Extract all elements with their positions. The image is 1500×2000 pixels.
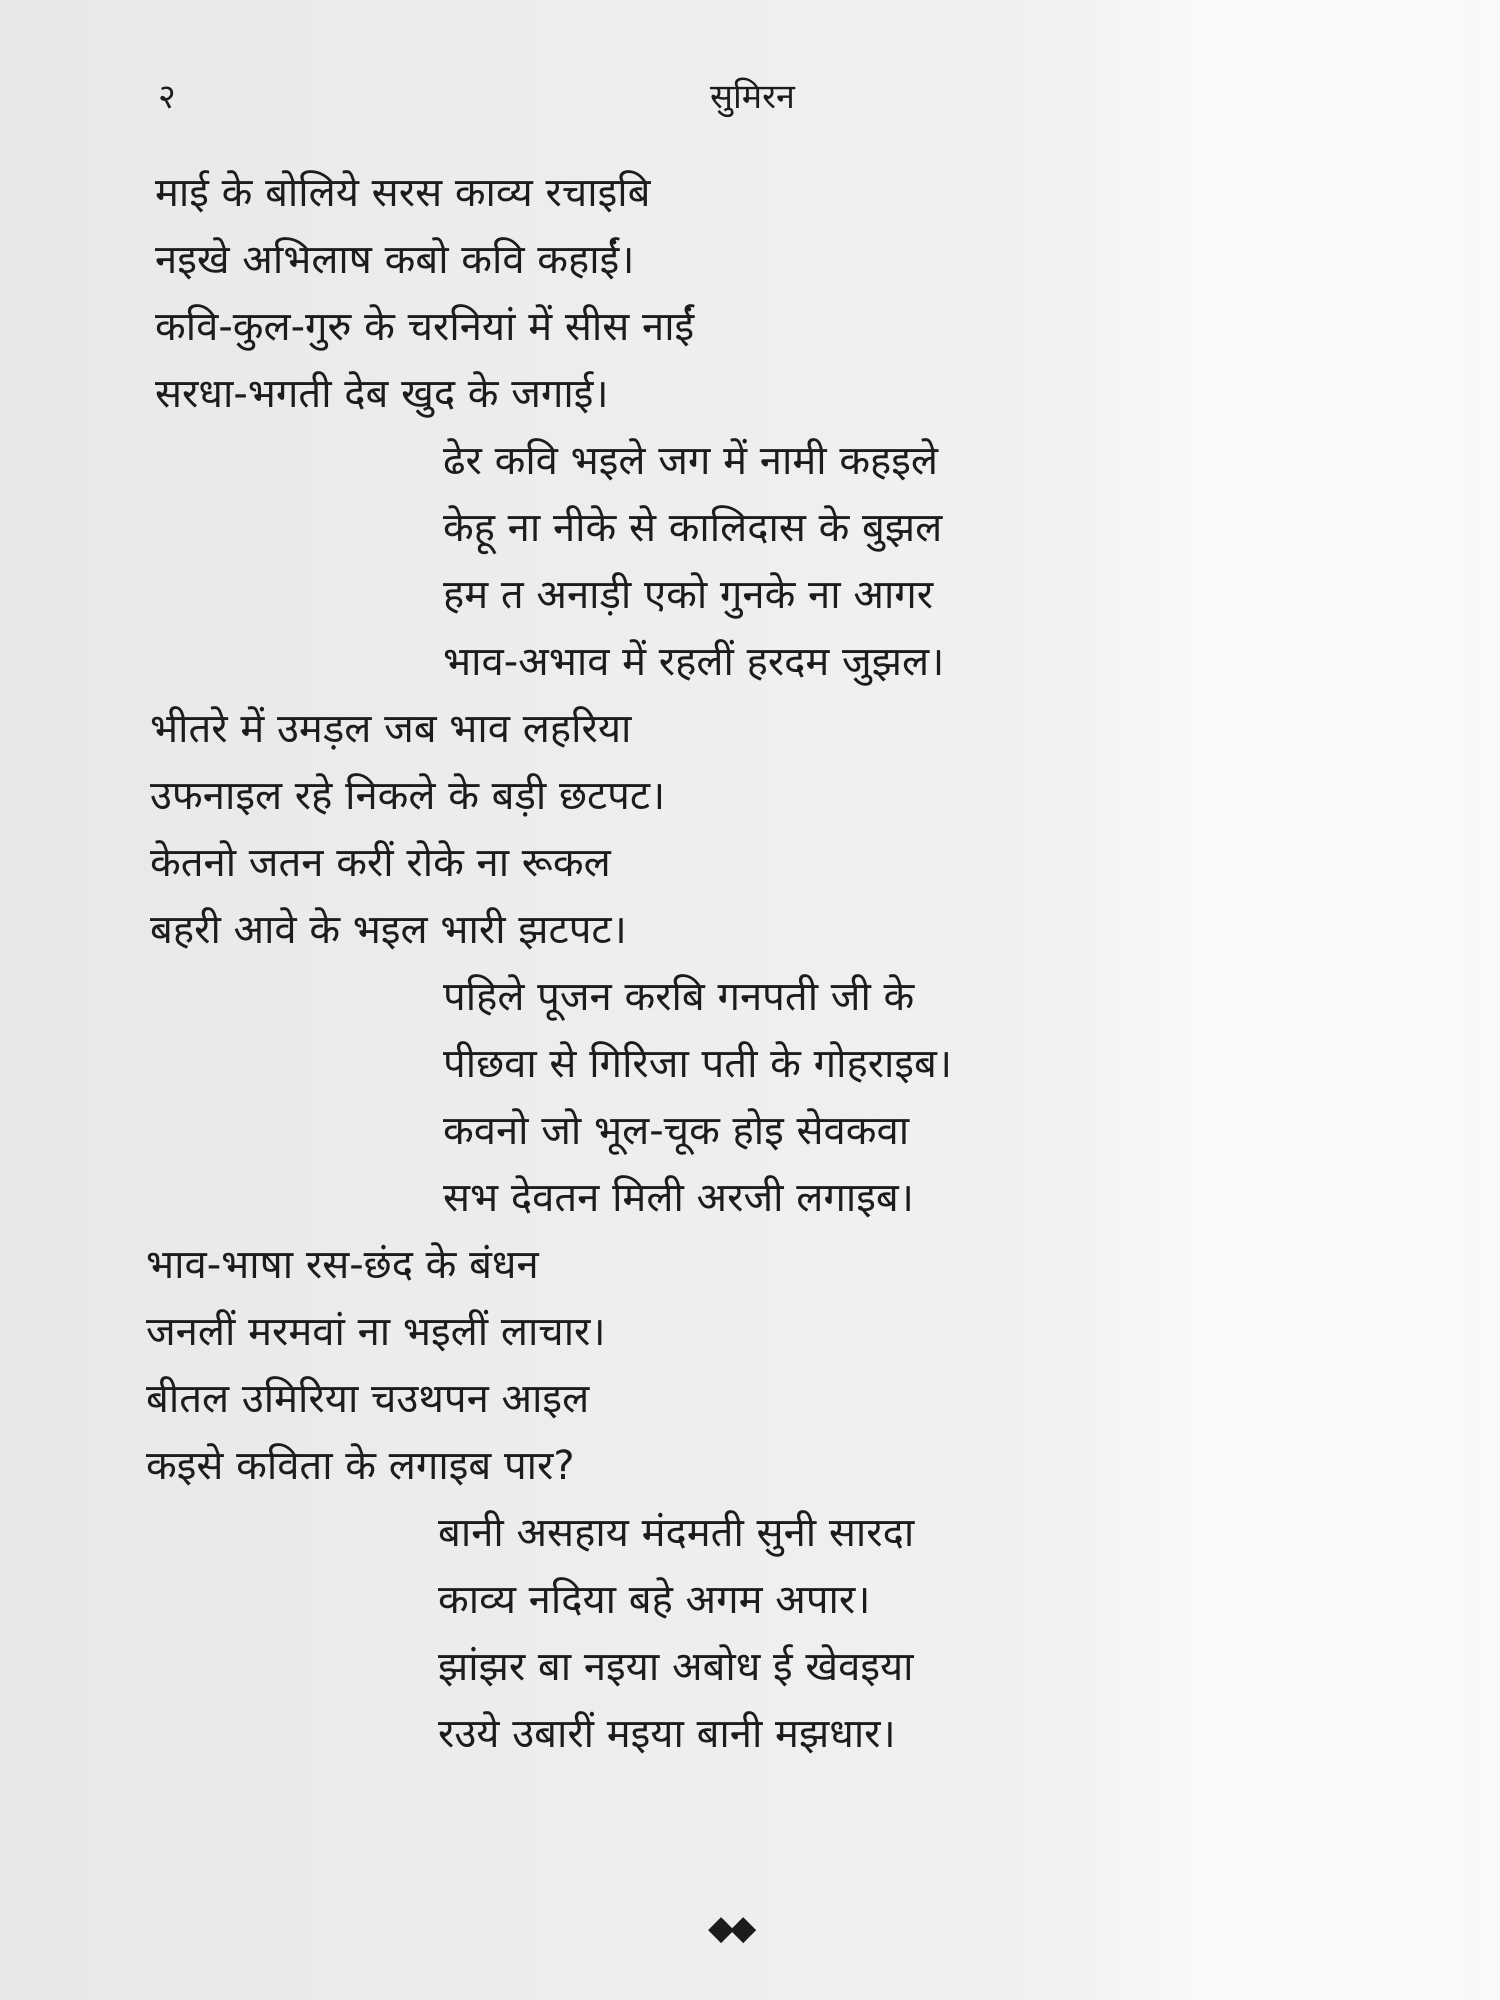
end-ornament: ◆◆ <box>708 1908 753 1948</box>
poem-line: उफनाइल रहे निकले के बड़ी छटपट। <box>150 773 666 819</box>
running-title: सुमिरन <box>710 77 795 117</box>
stanza <box>0 964 1500 1232</box>
poem-line: भीतरे में उमड़ल जब भाव लहरिया <box>150 706 632 752</box>
stanza <box>0 1232 1500 1500</box>
poem-line: काव्य नदिया बहे अगम अपार। <box>438 1577 871 1623</box>
poem-line: केहू ना नीके से कालिदास के बुझल <box>443 505 943 551</box>
stanza <box>0 428 1500 696</box>
poem-line: माई के बोलिये सरस काव्य रचाइबि <box>155 170 651 216</box>
page-number: २ <box>158 77 176 117</box>
page-header <box>0 72 1500 122</box>
poem-line: कवि-कुल-गुरु के चरनियां में सीस नाईं <box>155 304 695 350</box>
poem-line: केतनो जतन करीं रोके ना रूकल <box>150 840 611 886</box>
poem-line: ढेर कवि भइले जग में नामी कहइले <box>443 438 939 484</box>
poem-line: बानी असहाय मंदमती सुनी सारदा <box>438 1510 915 1556</box>
poem-line: सभ देवतन मिली अरजी लगाइब। <box>443 1175 914 1221</box>
poem-line: बहरी आवे के भइल भारी झटपट। <box>150 907 627 953</box>
stanza <box>0 1500 1500 1768</box>
poem-line: नइखे अभिलाष कबो कवि कहाईं। <box>155 237 635 283</box>
poem-line: भाव-अभाव में रहलीं हरदम जुझल। <box>443 639 945 685</box>
poem-line: बीतल उमिरिया चउथपन आइल <box>146 1376 590 1422</box>
stanza <box>0 160 1500 428</box>
poem-line: पीछवा से गिरिजा पती के गोहराइब। <box>443 1041 953 1087</box>
poem-line: कवनो जो भूल-चूक होइ सेवकवा <box>443 1108 910 1154</box>
poem-line: जनलीं मरमवां ना भइलीं लाचार। <box>146 1309 606 1355</box>
poem-line: रउये उबारीं मइया बानी मझधार। <box>438 1711 896 1757</box>
poem-line: कइसे कविता के लगाइब पार? <box>146 1443 575 1489</box>
stanza <box>0 696 1500 964</box>
poem-line: सरधा-भगती देब खुद के जगाई। <box>155 371 609 417</box>
poem-line: पहिले पूजन करबि गनपती जी के <box>443 974 915 1020</box>
poem-line: हम त अनाड़ी एको गुनके ना आगर <box>443 572 934 618</box>
poem <box>0 160 1500 1768</box>
poem-line: झांझर बा नइया अबोध ई खेवइया <box>438 1644 914 1690</box>
poem-line: भाव-भाषा रस-छंद के बंधन <box>146 1242 539 1288</box>
